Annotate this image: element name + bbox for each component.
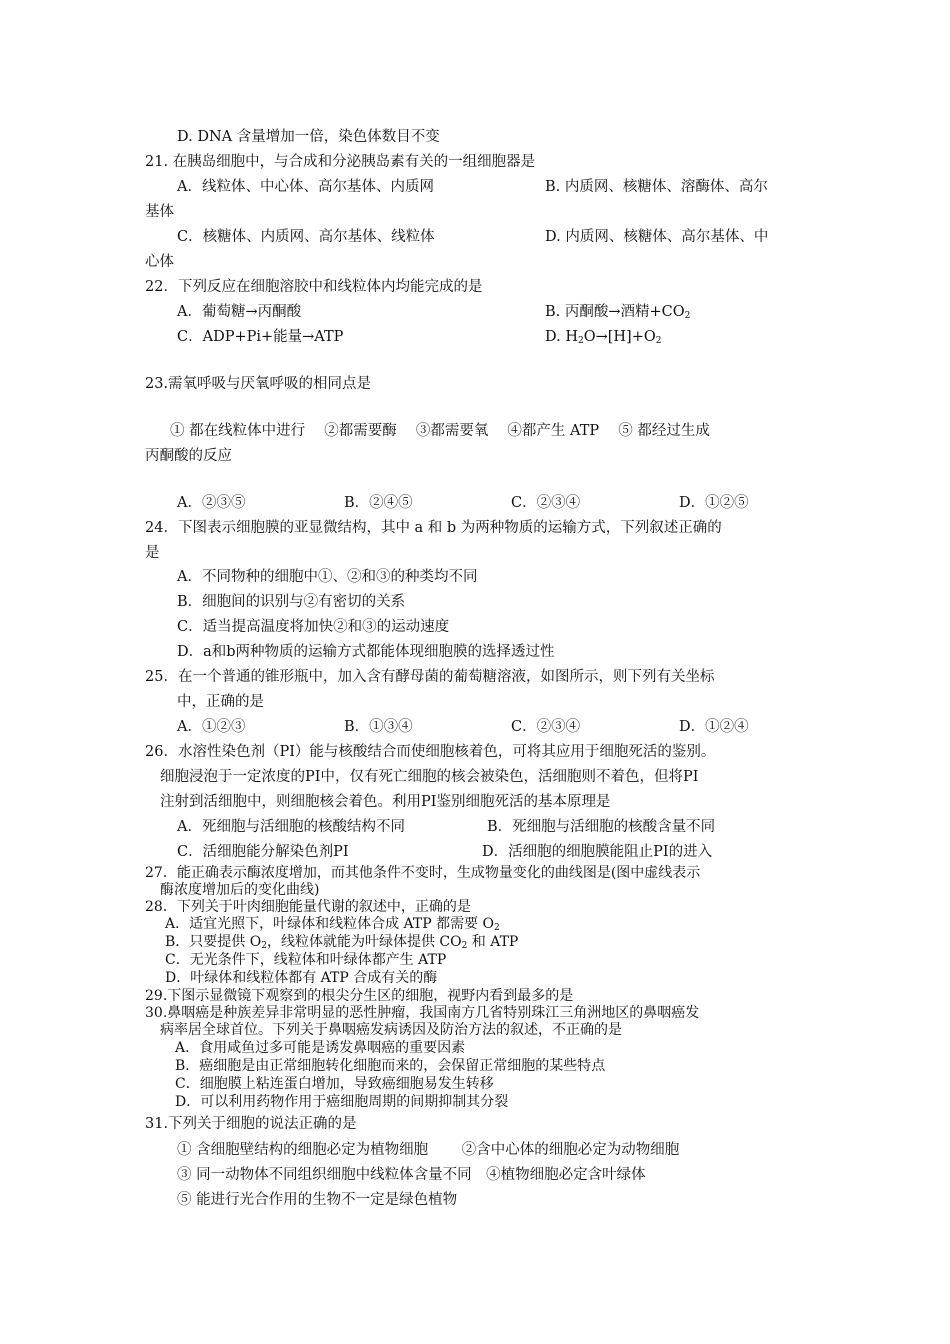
q26-option-a: A．死细胞与活细胞的核酸结构不同	[177, 819, 405, 835]
q24-option-d: D．a和b两种物质的运输方式都能体现细胞膜的选择透过性	[177, 644, 555, 660]
q24-option-c: C．适当提高温度将加快②和③的运动速度	[177, 619, 450, 635]
q31-item-2: ③ 同一动物体不同组织细胞中线粒体含量不同 ④植物细胞必定含叶绿体	[177, 1167, 646, 1183]
q21-stem: 21. 在胰岛细胞中，与合成和分泌胰岛素有关的一组细胞器是	[145, 154, 536, 170]
q22-option-c: C．ADP+Pi+能量→ATP	[177, 329, 344, 345]
q21-option-b: B. 内质网、核糖体、溶酶体、高尔	[545, 179, 768, 195]
q24-stem-cont: 是	[145, 545, 160, 561]
q27-stem-cont: 酶浓度增加后的变化曲线)	[160, 882, 320, 898]
q26-line3: 注射到活细胞中，则细胞核会着色。利用PI鉴别细胞死活的基本原理是	[160, 794, 611, 810]
q23-stem: 23.需氧呼吸与厌氧呼吸的相同点是	[145, 376, 372, 392]
q28-option-b-post: 和 ATP	[467, 934, 519, 950]
q22-option-a: A．葡萄糖→丙酮酸	[177, 304, 302, 320]
q23-items: ① 都在线粒体中进行 ②都需要酶 ③都需要氧 ④都产生 ATP ⑤ 都经过生成	[170, 423, 710, 439]
q30-stem: 30.鼻咽癌是种族差异非常明显的恶性肿瘤，我国南方几省特别珠江三角洲地区的鼻咽癌发	[145, 1005, 700, 1021]
q22-option-b-text: B. 丙酮酸→酒精+CO	[545, 304, 685, 320]
q27-stem: 27．能正确表示酶浓度增加，而其他条件不变时，生成物量变化的曲线图是(图中虚线表示	[145, 865, 701, 881]
q22-option-d-pre: D. H	[545, 329, 578, 345]
q28-option-b-mid: ，线粒体就能为叶绿体提供 CO	[266, 934, 462, 950]
q21-option-b-cont: 基体	[145, 204, 174, 220]
q29-stem: 29.下图示显微镜下观察到的根尖分生区的细胞，视野内看到最多的是	[145, 988, 574, 1004]
q30-stem-cont: 病率居全球首位。下列关于鼻咽癌发病诱因及防治方法的叙述，不正确的是	[160, 1022, 622, 1038]
q30-option-d: D．可以利用药物作用于癌细胞周期的间期抑制其分裂	[175, 1094, 509, 1110]
q24-option-a: A．不同物种的细胞中①、②和③的种类均不同	[177, 569, 478, 585]
q23-items-cont: 丙酮酸的反应	[145, 448, 232, 464]
q22-stem-text: 下列反应在细胞溶胶中和线粒体内均能完成的是	[177, 279, 483, 295]
q31-stem: 31.下列关于细胞的说法正确的是	[145, 1116, 357, 1132]
q25-option-b: B．①③④	[344, 719, 413, 735]
q26-option-c: C．活细胞能分解染色剂PI	[177, 844, 349, 860]
q22-option-b-sub: 2	[684, 311, 691, 321]
q21-option-d: D. 内质网、核糖体、高尔基体、中	[545, 229, 769, 245]
q28-option-b-pre: B．只要提供 O	[165, 934, 262, 950]
q24-stem: 24．下图表示细胞膜的亚显微结构，其中 a 和 b 为两种物质的运输方式，下列叙述正确的	[145, 520, 722, 536]
q28-option-a-text: A．适宜光照下，叶绿体和线粒体合成 ATP 都需要 O	[165, 916, 495, 932]
q26-stem: 26．水溶性染色剂（PI）能与核酸结合而使细胞核着色，可将其应用于细胞死活的鉴别。	[145, 744, 716, 760]
q25-option-c: C．②③④	[511, 719, 581, 735]
q25-option-a: A．①②③	[177, 719, 246, 735]
q23-option-d: D．①②⑤	[679, 495, 749, 511]
q21-option-d-cont: 心体	[145, 254, 174, 270]
q22-number: 22．	[145, 279, 178, 295]
q28-option-d: D．叶绿体和线粒体都有 ATP 合成有关的酶	[165, 970, 438, 986]
q24-option-b: B．细胞间的识别与②有密切的关系	[177, 594, 406, 610]
q23-option-a: A．②③⑤	[177, 495, 246, 511]
q26-line2: 细胞浸泡于一定浓度的PI中，仅有死亡细胞的核会被染色，活细胞则不着色，但将PI	[160, 769, 699, 785]
q25-option-d: D．①②④	[679, 719, 749, 735]
q21-option-a: A．线粒体、中心体、高尔基体、内质网	[177, 179, 434, 195]
q31-item-3: ⑤ 能进行光合作用的生物不一定是绿色植物	[177, 1192, 458, 1208]
q30-option-a: A．食用咸鱼过多可能是诱发鼻咽癌的重要因素	[175, 1040, 466, 1056]
q30-option-c: C．细胞膜上粘连蛋白增加，导致癌细胞易发生转移	[175, 1076, 494, 1092]
q22-option-d	[545, 327, 662, 351]
q22-option-d-sub2: 2	[655, 336, 662, 346]
q23-option-b: B．②④⑤	[344, 495, 413, 511]
q28-option-a-sub: 2	[494, 923, 500, 933]
q22-stem	[145, 277, 482, 297]
q28-option-b-sub2: 2	[461, 941, 468, 951]
q26-option-d: D．活细胞的细胞膜能阻止PI的进入	[482, 844, 713, 860]
q22-option-d-post: O→[H]+O	[583, 329, 656, 345]
q30-option-b: B．癌细胞是由正常细胞转化细胞而来的，会保留正常细胞的某些特点	[175, 1058, 606, 1074]
q20-option-d: D. DNA 含量增加一倍，染色体数目不变	[177, 129, 440, 145]
q22-option-d-sub1: 2	[577, 336, 584, 346]
q31-item-1: ① 含细胞壁结构的细胞必定为植物细胞 ②含中心体的细胞必定为动物细胞	[177, 1142, 680, 1158]
q25-stem-cont: 中，正确的是	[177, 694, 264, 710]
q28-option-c: C．无光条件下，线粒体和叶绿体都产生 ATP	[165, 952, 447, 968]
q22-option-b	[545, 302, 690, 326]
q23-option-c: C．②③④	[511, 495, 581, 511]
q21-option-c: C．核糖体、内质网、高尔基体、线粒体	[177, 229, 435, 245]
q28-option-b-sub1: 2	[261, 941, 267, 951]
q25-stem: 25．在一个普通的锥形瓶中，加入含有酵母菌的葡萄糖溶液，如图所示，则下列有关坐标	[145, 669, 715, 685]
q28-stem: 28．下列关于叶肉细胞能量代谢的叙述中，正确的是	[145, 899, 471, 915]
q26-option-b: B．死细胞与活细胞的核酸含量不同	[487, 819, 716, 835]
